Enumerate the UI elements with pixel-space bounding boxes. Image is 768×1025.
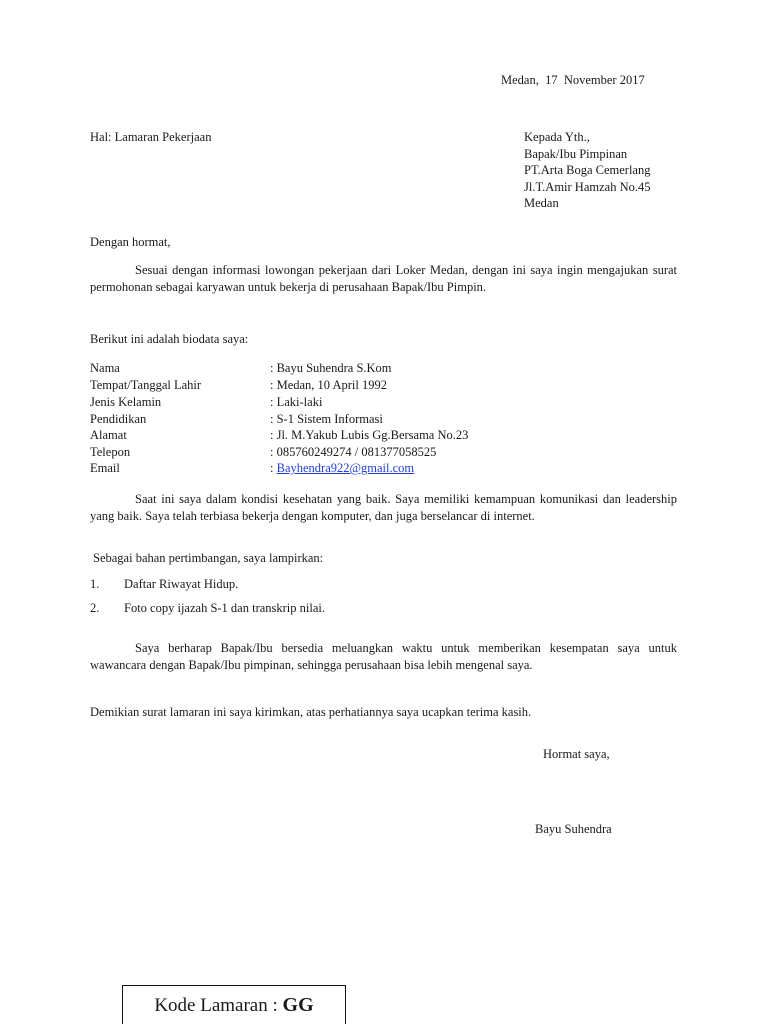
biodata-value: : Bayu Suhendra S.Kom [270,361,392,375]
biodata-value: : Medan, 10 April 1992 [270,378,388,392]
health-paragraph: Saat ini saya dalam kondisi kesehatan yang baik. Saya memiliki kemampuan komunikasi dan leadership yang baik. Saya telah terbiasa bekerja dengan komputer, dan juga berselancar di internet. [90,492,677,523]
biodata-label: Alamat [90,428,127,442]
signature-name: Bayu Suhendra [535,822,612,836]
biodata-label: Jenis Kelamin [90,395,162,409]
biodata-label: Telepon [90,445,131,459]
biodata-label: Tempat/Tanggal Lahir [90,378,202,392]
letter-date: Medan, 17 November 2017 [501,73,645,87]
recipient-line: Jl.T.Amir Hamzah No.45 [524,179,651,194]
application-code-box [122,985,346,1024]
list-item: Foto copy ijazah S-1 dan transkrip nilai. [124,601,326,615]
application-code-label: Kode Lamaran : [154,995,283,1016]
regards: Hormat saya, [543,747,610,761]
biodata-intro: Berikut ini adalah biodata saya: [90,332,249,346]
recipient-line: Bapak/Ibu Pimpinan [524,146,628,161]
attachments-intro: Sebagai bahan pertimbangan, saya lampirkan: [93,551,324,565]
biodata-value: : S-1 Sistem Informasi [270,412,383,426]
biodata-value: : Laki-laki [270,395,323,409]
biodata-label: Nama [90,361,120,375]
hope-paragraph: Saya berharap Bapak/Ibu bersedia meluangkan waktu untuk memberikan kesempatan saya untuk wawancara dengan Bapak/Ibu pimpinan, sehingga perusahaan bisa lebih mengenal saya. [90,641,677,672]
intro-paragraph: Sesuai dengan informasi lowongan pekerjaan dari Loker Medan, dengan ini saya ingin mengajukan surat permohonan sebagai karyawan untuk bekerja di perusahaan Bapak/Ibu Pimpin. [90,263,677,294]
list-item: Daftar Riwayat Hidup. [124,577,239,591]
list-number: 1. [90,577,100,591]
recipient-line: Kepada Yth., [524,130,590,144]
email-colon: : [270,461,277,475]
biodata-label: Email [90,461,120,475]
recipient-address [524,129,650,212]
letter-subject: Hal: Lamaran Pekerjaan [90,130,212,144]
greeting: Dengan hormat, [90,235,171,249]
recipient-line: PT.Arta Boga Cemerlang [524,163,651,177]
biodata-value [270,461,414,476]
biodata-value: : 085760249274 / 081377058525 [270,445,437,459]
list-number: 2. [90,601,100,615]
email-link[interactable]: Bayhendra922@gmail.com [276,461,415,475]
biodata-value: : Jl. M.Yakub Lubis Gg.Bersama No.23 [270,428,469,442]
biodata-label: Pendidikan [90,412,147,426]
application-code-value: GG [282,994,314,1016]
closing-sentence: Demikian surat lamaran ini saya kirimkan, atas perhatiannya saya ucapkan terima kasih. [90,705,532,719]
recipient-line: Medan [524,196,559,210]
